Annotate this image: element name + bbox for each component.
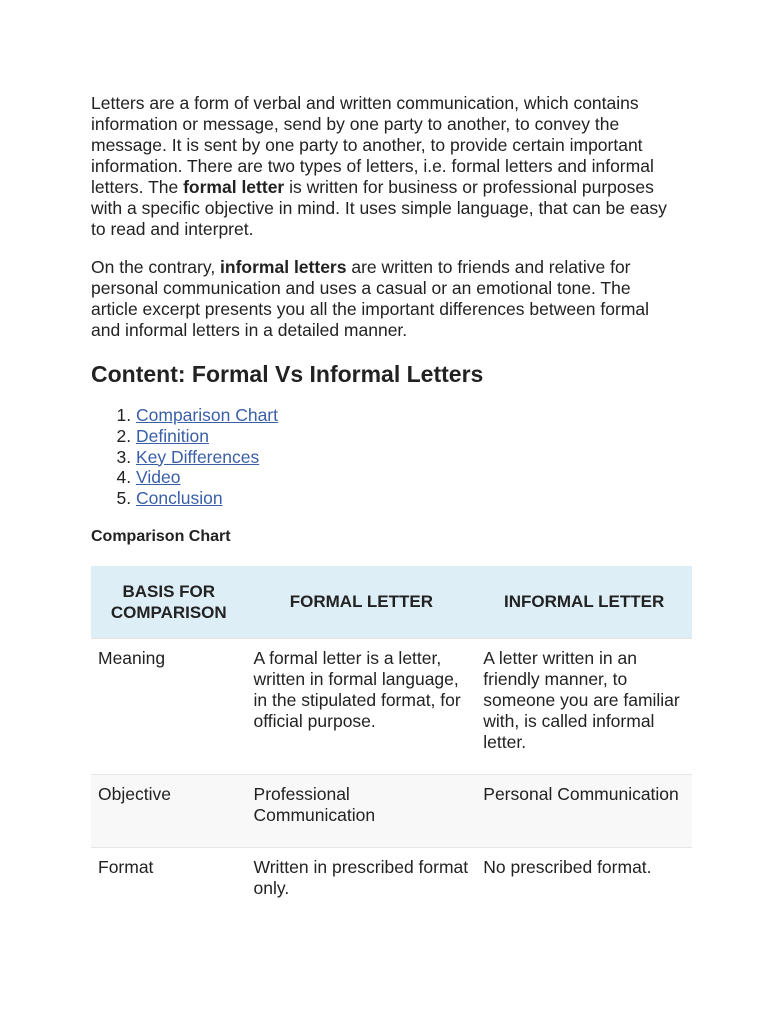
toc-link-video[interactable]: Video [136, 467, 181, 488]
cell-basis: Format [98, 856, 154, 877]
toc-link-definition[interactable]: Definition [136, 425, 209, 446]
toc-item [136, 467, 768, 488]
header-informal: INFORMAL LETTER [476, 566, 692, 639]
toc-link-key-differences[interactable]: Key Differences [136, 446, 260, 467]
cell-informal: A letter written in an friendly manner, to someone you are familiar with, is called informal letter. [476, 638, 692, 774]
content-heading: Content: Formal Vs Informal Letters [91, 361, 484, 387]
informal-letters-bold: informal letters [220, 257, 347, 277]
intro-paragraph-2 [91, 257, 676, 341]
toc-item [136, 488, 768, 509]
intro-p1-text-end: is written for business or professional purposes with a specific objective in mind. It uses simple language, that can be easy to read and interpret. [91, 177, 667, 239]
cell-informal: No prescribed format. [483, 856, 652, 877]
table-row [91, 774, 692, 847]
comparison-chart-heading: Comparison Chart [91, 527, 231, 545]
intro-p2-text-end: are written to friends and relative for personal communication and uses a casual or an emotional tone. The article excerpt presents you all the important differences between formal and informal letters in a detailed manner. [91, 257, 650, 340]
cell-informal: Personal Communication [476, 774, 692, 847]
toc-link-comparison-chart[interactable]: Comparison Chart [136, 405, 278, 425]
toc-item [136, 447, 768, 468]
toc-item [136, 426, 768, 447]
table-row [91, 638, 692, 774]
comparison-table [91, 566, 692, 920]
table-header-row [91, 566, 692, 639]
cell-formal: Professional Communication [247, 774, 477, 847]
toc-item [136, 405, 768, 426]
header-basis: BASIS FOR COMPARISON [91, 566, 247, 639]
cell-formal: A formal letter is a letter, written in formal language, in the stipulated format, for official purpose. [247, 638, 477, 774]
intro-p2-text-start: On the contrary, [91, 257, 221, 277]
table-row [91, 847, 692, 920]
intro-p1-text-start: Letters are a form of verbal and written communication, which contains information or message, send by one party to another, to convey the message. It is sent by one party to another, to provide certain important information. There are two types of letters, i.e. formal letters and informal letters. The [91, 93, 654, 197]
cell-basis: Objective [91, 774, 247, 847]
intro-paragraph-1 [91, 93, 676, 240]
header-formal: FORMAL LETTER [247, 566, 477, 639]
formal-letter-bold: formal letter [183, 177, 285, 197]
cell-formal: Written in prescribed format only. [253, 856, 469, 898]
table-of-contents [91, 405, 768, 509]
cell-basis: Meaning [91, 638, 247, 774]
toc-link-conclusion[interactable]: Conclusion [136, 488, 223, 509]
